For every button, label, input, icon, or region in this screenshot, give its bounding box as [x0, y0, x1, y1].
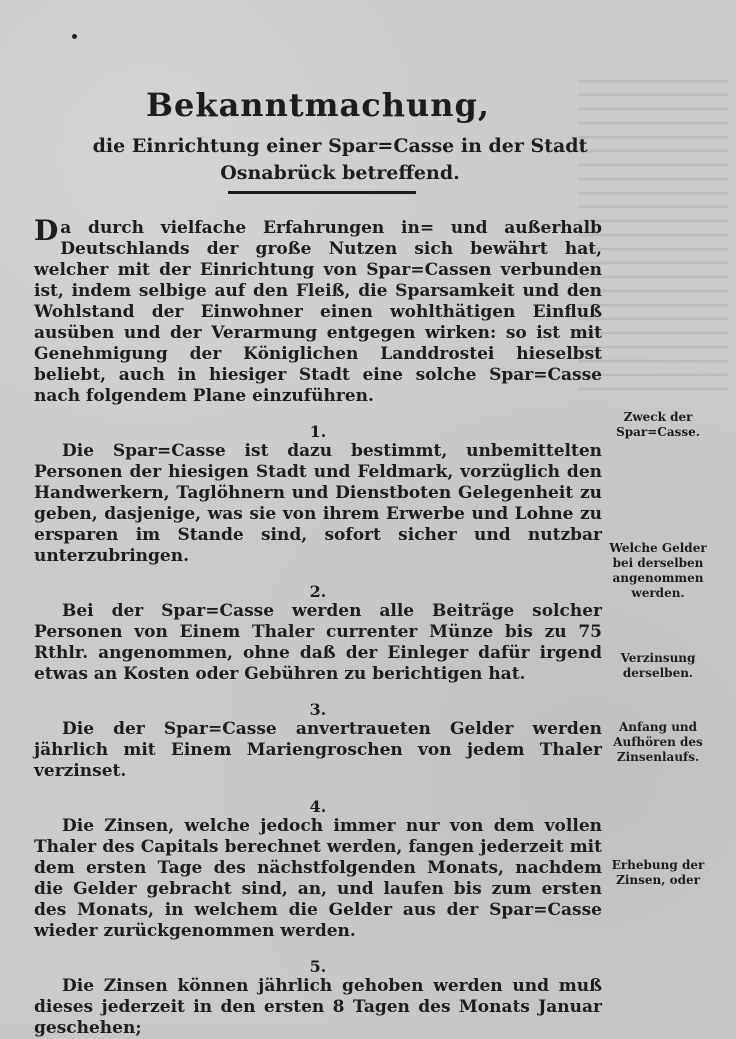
intro-paragraph: [34, 214, 602, 407]
document-body: [34, 214, 602, 1039]
section-number: 1.: [309, 422, 327, 441]
drop-cap: D: [34, 214, 59, 247]
ink-speck: [72, 34, 77, 39]
document-subtitle: die Einrichtung einer Spar=Casse in der Stadt Osnabrück betreffend.: [92, 135, 588, 184]
margin-note: Verzinsung derselben.: [620, 651, 696, 680]
document-title: Bekanntmachung,: [145, 86, 490, 124]
margin-note: Zweck der Spar=Casse.: [616, 410, 700, 439]
margin-note: Welche Gelder bei derselben angenommen werden.: [609, 541, 707, 600]
intro-text: a durch vielfache Erfahrungen in= und außerhalb Deutschlands der große Nutzen sich bewährt hat, welcher mit der Einrichtung von Spar=Cassen verbunden ist, indem selbige auf den Fleiß, die Sparsamkeit und den Wohlstand der Einwohner einen wohlthätigen Einfluß ausüben und der Verarmung entgegen wirken: so ist mit Genehmigung der Königlichen Landdrostei hieselbst beliebt, auch in hiesiger Stadt eine solche Spar=Casse nach folgendem Plane einzuführen.: [34, 218, 602, 406]
section-text: Die Zinsen können jährlich gehoben werden und muß dieses jederzeit in den ersten 8 Tagen des Monats Januar geschehen;: [34, 976, 602, 1038]
section-text: Bei der Spar=Casse werden alle Beiträge solcher Personen von Einem Thaler currenter Münze bis zu 75 Rthlr. angenommen, ohne daß der Einleger dafür irgend etwas an Kosten oder Gebühren zu berichtigen hat.: [34, 601, 602, 684]
margin-note: Erhebung der Zinsen, oder: [611, 858, 705, 887]
section-text: Die Zinsen, welche jedoch immer nur von dem vollen Thaler des Capitals berechnet werden, fangen jederzeit mit dem ersten Tage des nächstfolgenden Monats, nachdem die Gelder gebracht sind, an, und laufen bis zum ersten des Monats, in welchem die Gelder aus der Spar=Casse wieder zurückgenommen werden.: [34, 816, 602, 941]
section-number: 2.: [309, 582, 327, 601]
section-text: Die der Spar=Casse anvertraueten Gelder werden jährlich mit Einem Mariengroschen von jedem Thaler verzinset.: [34, 719, 602, 781]
section-number: 5.: [309, 957, 327, 976]
section-number: 3.: [309, 700, 327, 719]
margin-note: Anfang und Aufhören des Zinsenlaufs.: [613, 720, 703, 764]
title-rule: [228, 191, 416, 194]
section-text: Die Spar=Casse ist dazu bestimmt, unbemittelten Personen der hiesigen Stadt und Feldmark, vorzüglich den Handwerkern, Taglöhnern und Dienstboten Gelegenheit zu geben, dasjenige, was sie von ihrem Erwerbe und Lohne zu ersparen im Stande sind, sofort sicher und nutzbar unterzubringen.: [34, 441, 602, 566]
section-number: 4.: [309, 797, 327, 816]
